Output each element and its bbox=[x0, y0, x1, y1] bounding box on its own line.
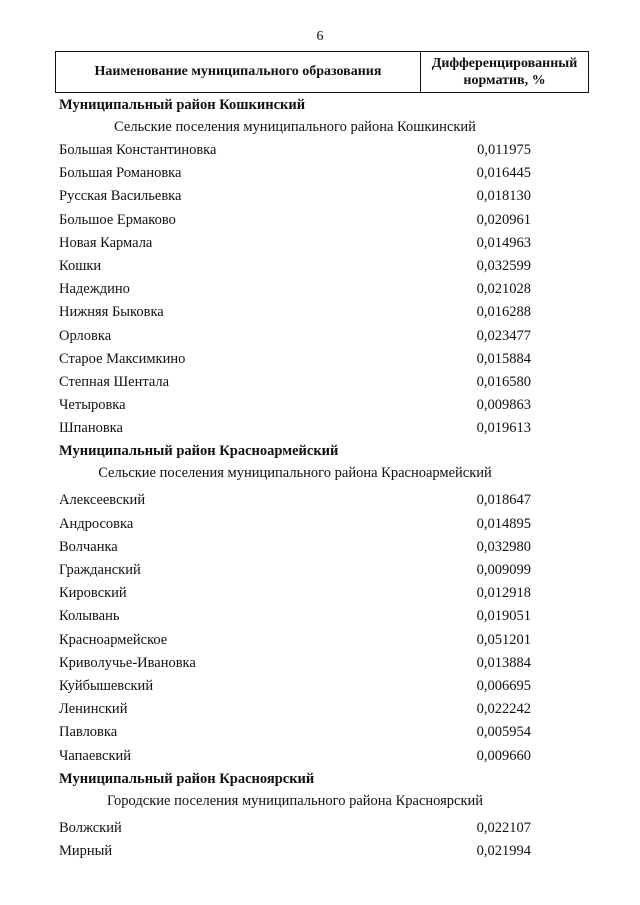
district-section bbox=[59, 94, 531, 440]
norm-value: 0,018130 bbox=[476, 188, 531, 205]
table-row bbox=[59, 513, 531, 536]
settlement-name: Шпановка bbox=[59, 420, 123, 437]
table-row bbox=[59, 605, 531, 628]
table-row bbox=[59, 255, 531, 278]
settlement-name: Русская Васильевка bbox=[59, 188, 182, 205]
district-section bbox=[59, 440, 531, 767]
norm-value: 0,009660 bbox=[476, 747, 531, 764]
norm-value: 0,011975 bbox=[477, 142, 531, 158]
norm-value: 0,023477 bbox=[476, 327, 531, 344]
norm-value: 0,022242 bbox=[476, 701, 531, 718]
table-row bbox=[59, 817, 531, 840]
district-subtitle: Городские поселения муниципального района Красноярский bbox=[106, 792, 484, 809]
settlement-name: Четыровка bbox=[59, 397, 126, 414]
table-row bbox=[59, 394, 531, 417]
norm-value: 0,021994 bbox=[476, 842, 531, 859]
norm-value: 0,022107 bbox=[476, 819, 531, 836]
settlement-name: Мирный bbox=[59, 842, 113, 859]
settlement-name: Чапаевский bbox=[59, 747, 132, 764]
settlement-name: Новая Кармала bbox=[59, 234, 153, 251]
table-row bbox=[59, 721, 531, 744]
settlement-name: Надеждино bbox=[59, 281, 130, 298]
district-title: Муниципальный район Красноармейский bbox=[59, 443, 339, 460]
settlement-name: Криволучье-Ивановка bbox=[59, 654, 196, 671]
settlement-name: Куйбышевский bbox=[59, 677, 154, 694]
table-row bbox=[59, 489, 531, 512]
settlement-name: Павловка bbox=[59, 724, 118, 741]
table-row bbox=[59, 840, 531, 863]
norm-value: 0,015884 bbox=[476, 350, 531, 367]
table-row bbox=[59, 698, 531, 721]
header-norm-column bbox=[421, 52, 588, 92]
settlement-name: Колывань bbox=[59, 608, 120, 625]
settlement-name: Кошки bbox=[59, 257, 102, 274]
norm-value: 0,021028 bbox=[476, 281, 531, 298]
district-subtitle: Сельские поселения муниципального района Красноармейский bbox=[98, 465, 492, 482]
table-row bbox=[59, 162, 531, 185]
table-row bbox=[59, 185, 531, 208]
settlement-name: Нижняя Быковка bbox=[59, 304, 164, 321]
settlement-name: Старое Максимкино bbox=[59, 350, 186, 367]
norm-value: 0,032980 bbox=[476, 538, 531, 555]
table-header bbox=[55, 51, 589, 93]
settlement-name: Волчанка bbox=[59, 538, 118, 555]
norm-value: 0,016580 bbox=[476, 373, 531, 390]
settlement-name: Большое Ермаково bbox=[59, 211, 176, 228]
norm-value: 0,012918 bbox=[476, 585, 531, 602]
header-norm-line1: Дифференцированный bbox=[431, 56, 578, 71]
header-name-column: Наименование муниципального образования bbox=[56, 52, 421, 92]
table-row bbox=[59, 278, 531, 301]
norm-value: 0,019613 bbox=[476, 420, 531, 437]
district-title: Муниципальный район Красноярский bbox=[59, 770, 315, 787]
settlement-name: Красноармейское bbox=[59, 631, 168, 648]
table-row bbox=[59, 629, 531, 652]
settlement-name: Алексеевский bbox=[59, 492, 146, 509]
norm-value: 0,018647 bbox=[476, 492, 531, 509]
norm-value: 0,020961 bbox=[476, 211, 531, 228]
table-row bbox=[59, 232, 531, 255]
table-body bbox=[59, 94, 531, 863]
table-row bbox=[59, 675, 531, 698]
settlement-name: Кировский bbox=[59, 585, 127, 602]
table-row bbox=[59, 745, 531, 768]
norm-value: 0,013884 bbox=[476, 654, 531, 671]
table-row bbox=[59, 417, 531, 440]
table-row bbox=[59, 559, 531, 582]
table-row bbox=[59, 371, 531, 394]
settlement-name: Волжский bbox=[59, 819, 122, 836]
settlement-name: Гражданский bbox=[59, 562, 141, 578]
norm-value: 0,019051 bbox=[476, 608, 531, 625]
settlement-name: Степная Шентала bbox=[59, 373, 170, 390]
table-row bbox=[59, 139, 531, 162]
norm-value: 0,016445 bbox=[476, 165, 531, 182]
settlement-name: Большая Константиновка bbox=[59, 142, 217, 158]
district-section bbox=[59, 768, 531, 863]
settlement-name: Орловка bbox=[59, 327, 112, 344]
district-title: Муниципальный район Кошкинский bbox=[59, 97, 306, 113]
table-row bbox=[59, 582, 531, 605]
table-row bbox=[59, 209, 531, 232]
norm-value: 0,014895 bbox=[476, 515, 531, 532]
header-norm-line2: норматив, % bbox=[463, 73, 546, 88]
norm-value: 0,006695 bbox=[476, 677, 531, 694]
settlement-name: Андросовка bbox=[59, 515, 134, 532]
norm-value: 0,014963 bbox=[476, 234, 531, 251]
norm-value: 0,032599 bbox=[476, 257, 531, 274]
table-row bbox=[59, 348, 531, 371]
norm-value: 0,009099 bbox=[476, 562, 531, 578]
district-subtitle: Сельские поселения муниципального района Кошкинский bbox=[114, 119, 476, 135]
table-row bbox=[59, 536, 531, 559]
page-number: 6 bbox=[316, 29, 324, 44]
norm-value: 0,009863 bbox=[476, 397, 531, 414]
table-row bbox=[59, 652, 531, 675]
table-row bbox=[59, 325, 531, 348]
norm-value: 0,051201 bbox=[476, 631, 531, 648]
settlement-name: Большая Романовка bbox=[59, 165, 182, 182]
norm-value: 0,005954 bbox=[476, 724, 531, 741]
norm-value: 0,016288 bbox=[476, 304, 531, 321]
table-row bbox=[59, 301, 531, 324]
settlement-name: Ленинский bbox=[59, 701, 128, 718]
